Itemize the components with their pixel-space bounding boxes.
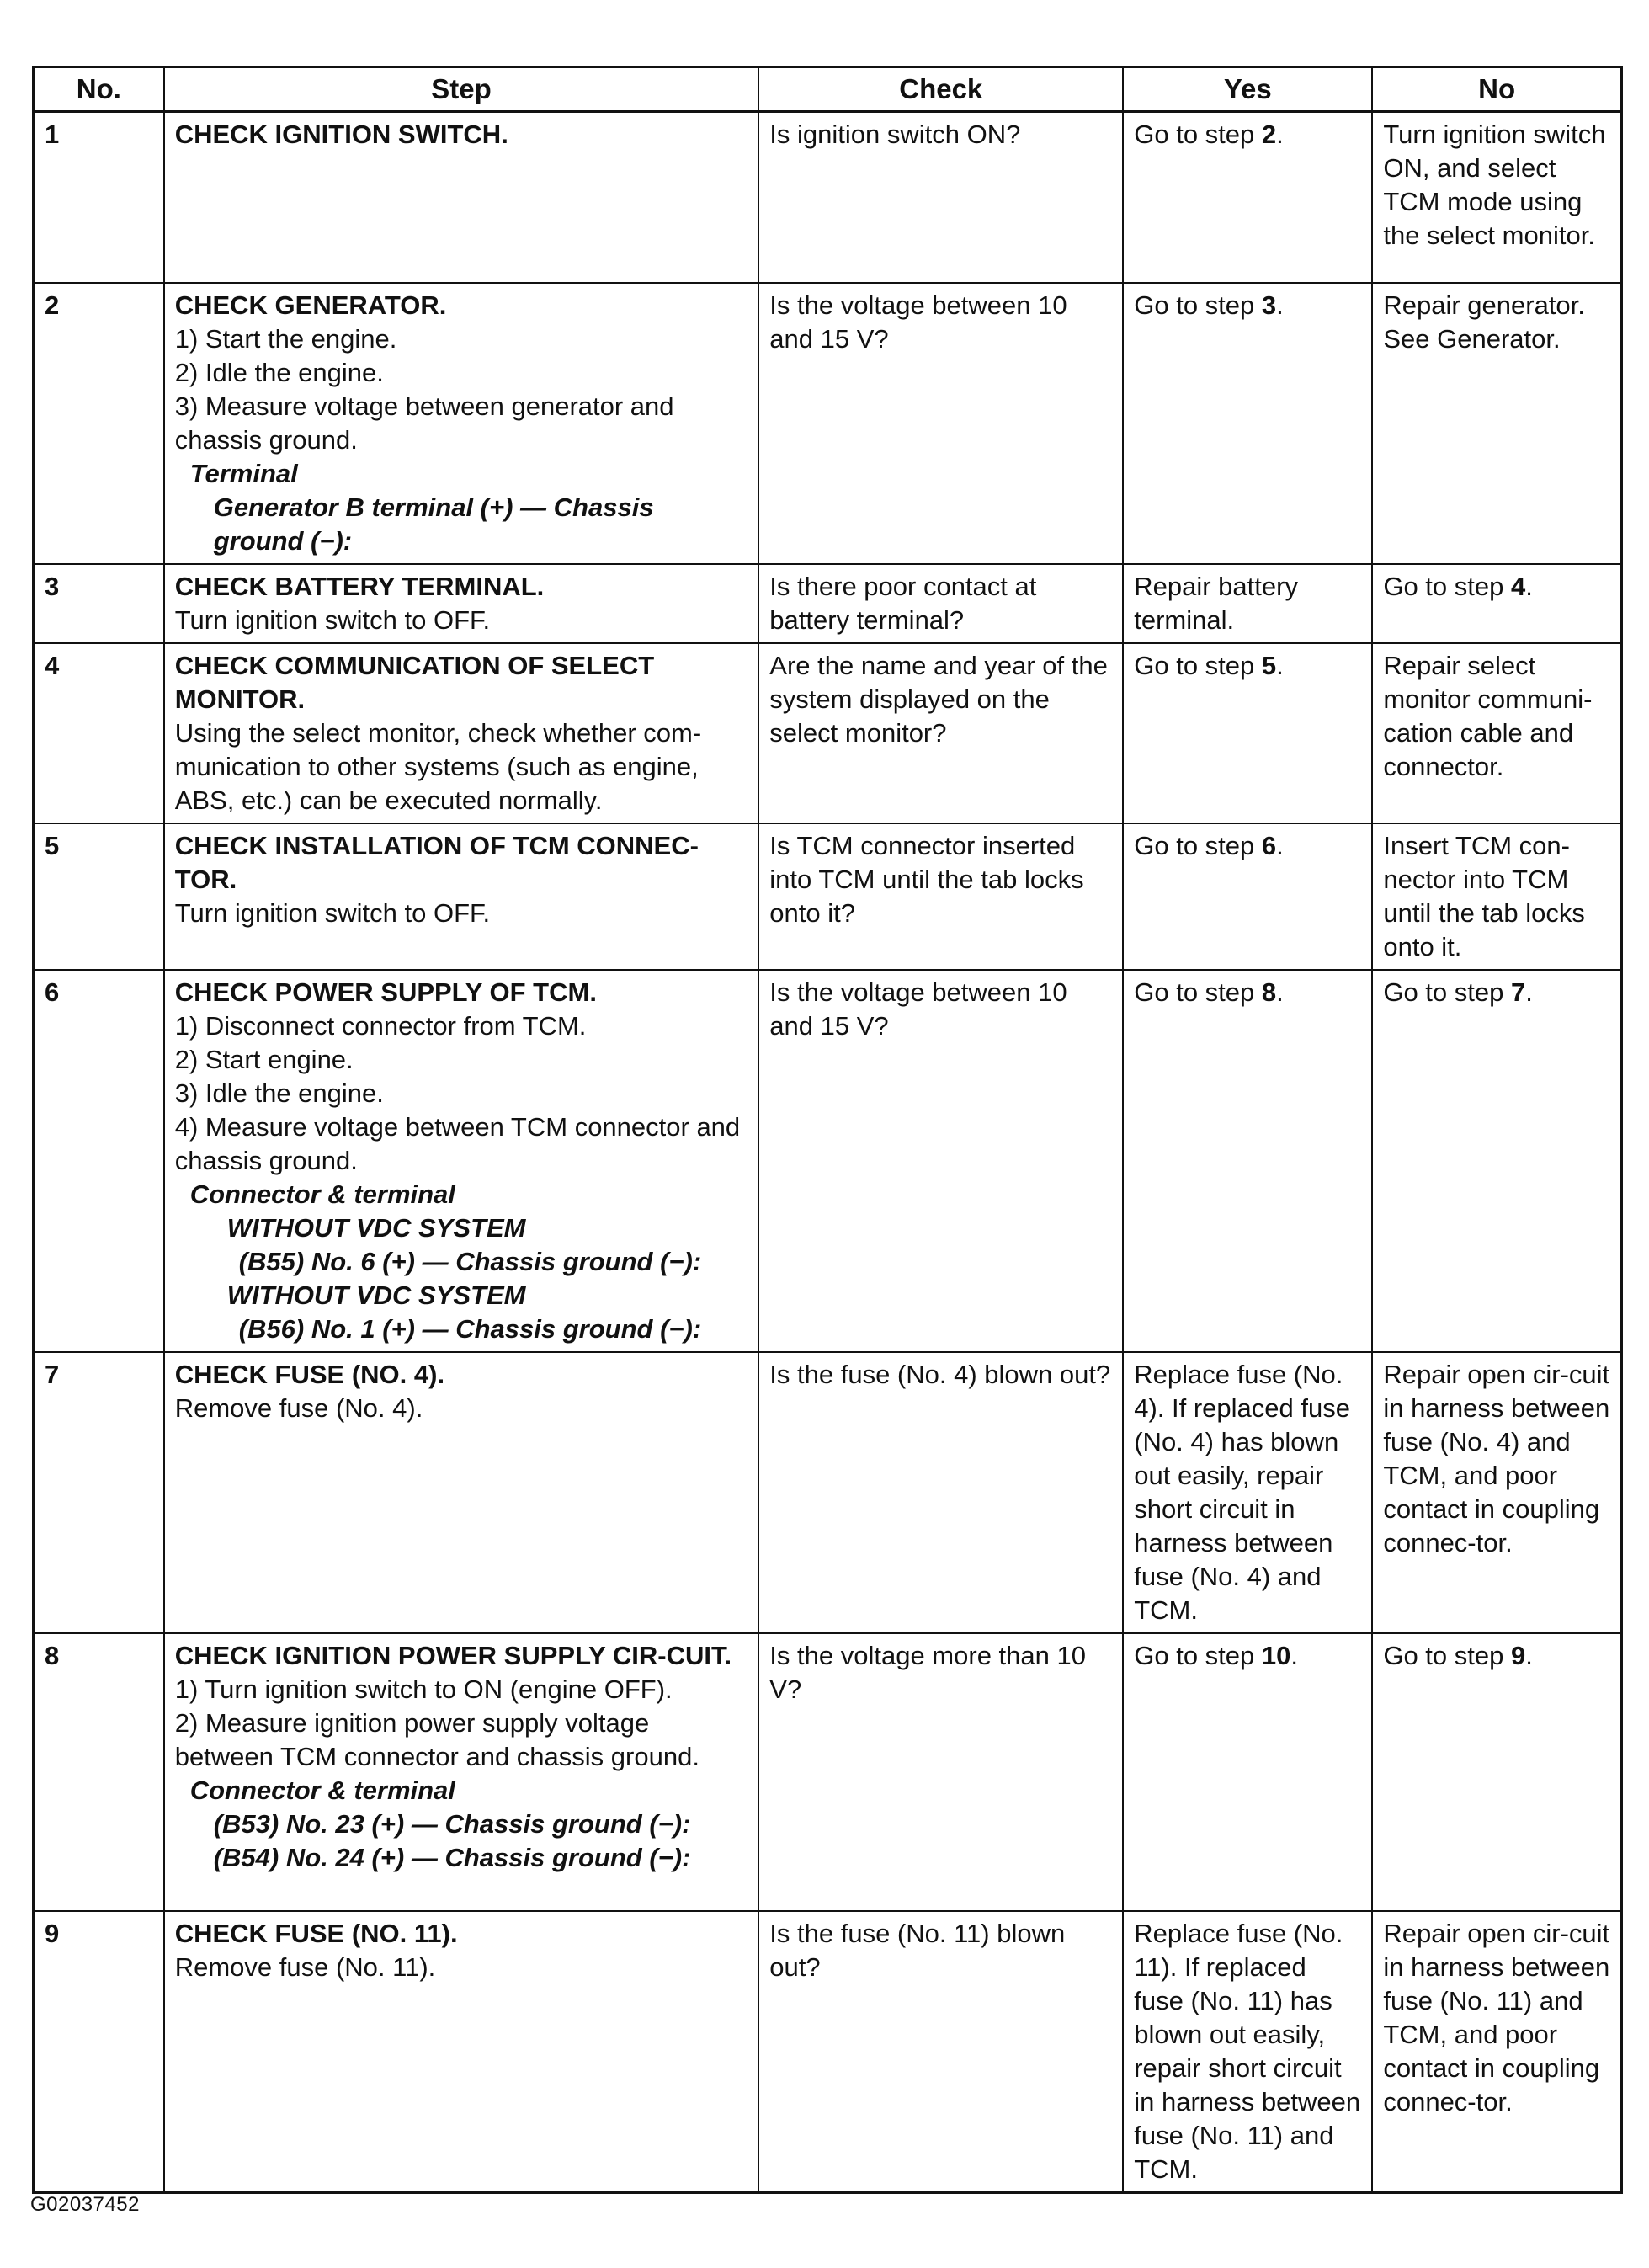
yes-cell	[1123, 1633, 1372, 1911]
step-title: CHECK IGNITION POWER SUPPLY CIR-CUIT.	[174, 1640, 732, 1670]
yes-text-end: .	[1276, 977, 1284, 1007]
row-number: 7	[34, 1352, 164, 1633]
no-cell	[1372, 1633, 1621, 1911]
yes-cell: Replace fuse (No. 11). If replaced fuse (No. 11) has blown out easily, repair short circuit in harness between fuse (No. 11) and TCM.	[1123, 1911, 1372, 2193]
yes-text: Go to step	[1134, 1640, 1262, 1670]
step-cell	[164, 823, 759, 970]
check-cell: Is the fuse (No. 11) blown out?	[758, 1911, 1123, 2193]
yes-text: Go to step	[1134, 650, 1262, 680]
terminal-spec: (B53) No. 23 (+) — Chassis ground (−):	[213, 1808, 691, 1839]
step-instruction: 1) Start the engine.	[174, 323, 397, 354]
header-no-result: No	[1372, 67, 1621, 112]
no-text: Go to step	[1383, 1640, 1511, 1670]
header-check: Check	[758, 67, 1123, 112]
step-instruction: 2) Idle the engine.	[174, 357, 384, 387]
step-title: CHECK GENERATOR.	[174, 290, 447, 320]
check-cell: Is ignition switch ON?	[758, 112, 1123, 283]
header-step: Step	[164, 67, 759, 112]
yes-text: Go to step	[1134, 290, 1262, 320]
step-instruction: 2) Start engine.	[174, 1044, 354, 1074]
step-cell	[164, 643, 759, 823]
no-cell	[1372, 564, 1621, 643]
check-cell: Is the voltage between 10 and 15 V?	[758, 970, 1123, 1352]
terminal-spec: (B56) No. 1 (+) — Chassis ground (−):	[238, 1313, 702, 1344]
no-cell: Repair select monitor communi-cation cable and connector.	[1372, 643, 1621, 823]
no-text-end: .	[1525, 1640, 1533, 1670]
yes-step-ref: 2	[1261, 120, 1277, 149]
row-number: 1	[34, 112, 164, 283]
step-cell	[164, 112, 759, 283]
step-instruction: 1) Disconnect connector from TCM.	[174, 1010, 587, 1041]
yes-step-ref: 5	[1261, 650, 1277, 680]
yes-text-end: .	[1276, 290, 1284, 320]
table-row	[34, 564, 1622, 643]
table-row	[34, 823, 1622, 970]
step-title: CHECK FUSE (NO. 4).	[174, 1359, 445, 1389]
table-header-row	[34, 67, 1622, 112]
table-row	[34, 112, 1622, 283]
yes-step-ref: 3	[1261, 290, 1277, 320]
step-cell	[164, 1352, 759, 1633]
table-row	[34, 1352, 1622, 1633]
yes-cell	[1123, 283, 1372, 564]
no-text: Go to step	[1383, 977, 1511, 1007]
step-cell	[164, 970, 759, 1352]
step-instruction: 2) Measure ignition power supply voltage between TCM connector and chassis ground.	[174, 1707, 699, 1771]
check-cell: Is the voltage between 10 and 15 V?	[758, 283, 1123, 564]
yes-step-ref: 10	[1261, 1640, 1291, 1670]
terminal-spec: Generator B terminal (+) — Chassis ground (−):	[213, 492, 654, 556]
step-instruction: Remove fuse (No. 4).	[174, 1392, 423, 1423]
terminal-spec: (B54) No. 24 (+) — Chassis ground (−):	[213, 1842, 691, 1872]
header-yes: Yes	[1123, 67, 1372, 112]
check-cell: Is the voltage more than 10 V?	[758, 1633, 1123, 1911]
yes-text-end: .	[1276, 830, 1284, 860]
terminal-spec: (B55) No. 6 (+) — Chassis ground (−):	[238, 1246, 702, 1276]
yes-cell	[1123, 823, 1372, 970]
header-no: No.	[34, 67, 164, 112]
step-title: CHECK COMMUNICATION OF SELECT MONITOR.	[174, 650, 655, 714]
table-row	[34, 283, 1622, 564]
yes-text-end: .	[1290, 1640, 1298, 1670]
step-title: CHECK FUSE (NO. 11).	[174, 1918, 458, 1948]
yes-cell: Replace fuse (No. 4). If replaced fuse (No. 4) has blown out easily, repair short circuit in harness between fuse (No. 4) and TCM.	[1123, 1352, 1372, 1633]
no-cell	[1372, 970, 1621, 1352]
step-instruction: Turn ignition switch to OFF.	[174, 897, 491, 928]
step-cell	[164, 283, 759, 564]
table-row	[34, 1633, 1622, 1911]
check-cell: Is the fuse (No. 4) blown out?	[758, 1352, 1123, 1633]
yes-step-ref: 6	[1261, 830, 1277, 860]
no-step-ref: 7	[1510, 977, 1526, 1007]
no-step-ref: 4	[1510, 571, 1526, 601]
row-number: 6	[34, 970, 164, 1352]
diagnostic-table	[32, 66, 1623, 2194]
no-cell: Repair open cir-cuit in harness between fuse (No. 4) and TCM, and poor contact in coupling connec-tor.	[1372, 1352, 1621, 1633]
step-title: CHECK BATTERY TERMINAL.	[174, 571, 545, 601]
step-instruction: 4) Measure voltage between TCM connector and chassis ground.	[174, 1111, 741, 1175]
yes-step-ref: 8	[1261, 977, 1277, 1007]
table-row	[34, 970, 1622, 1352]
system-variant: WITHOUT VDC SYSTEM	[226, 1212, 526, 1243]
row-number: 8	[34, 1633, 164, 1911]
yes-text-end: .	[1276, 650, 1284, 680]
terminal-label: Connector & terminal	[189, 1775, 455, 1805]
yes-cell	[1123, 970, 1372, 1352]
no-cell: Repair generator. See Generator.	[1372, 283, 1621, 564]
step-title: CHECK IGNITION SWITCH.	[174, 120, 508, 149]
row-number: 5	[34, 823, 164, 970]
check-cell: Are the name and year of the system displayed on the select monitor?	[758, 643, 1123, 823]
row-number: 3	[34, 564, 164, 643]
terminal-label: Terminal	[189, 458, 298, 488]
yes-text: Go to step	[1134, 830, 1262, 860]
table-row	[34, 1911, 1622, 2193]
yes-text: Go to step	[1134, 977, 1262, 1007]
row-number: 9	[34, 1911, 164, 2193]
yes-cell	[1123, 643, 1372, 823]
row-number: 4	[34, 643, 164, 823]
step-title: CHECK POWER SUPPLY OF TCM.	[174, 977, 597, 1007]
step-cell	[164, 564, 759, 643]
step-title: CHECK INSTALLATION OF TCM CONNEC-TOR.	[174, 830, 699, 894]
yes-cell	[1123, 112, 1372, 283]
yes-cell: Repair battery terminal.	[1123, 564, 1372, 643]
no-cell: Turn ignition switch ON, and select TCM mode using the select monitor.	[1372, 112, 1621, 283]
step-instruction: Turn ignition switch to OFF.	[174, 604, 491, 635]
row-number: 2	[34, 283, 164, 564]
no-text-end: .	[1525, 571, 1533, 601]
check-cell: Is TCM connector inserted into TCM until the tab locks onto it?	[758, 823, 1123, 970]
terminal-label: Connector & terminal	[189, 1179, 455, 1209]
check-cell: Is there poor contact at battery terminal?	[758, 564, 1123, 643]
step-instruction: Remove fuse (No. 11).	[174, 1951, 436, 1982]
yes-text-end: .	[1276, 120, 1284, 149]
step-instruction: Using the select monitor, check whether com-munication to other systems (such as engine, ABS, etc.) can be executed normally.	[174, 717, 702, 815]
system-variant: WITHOUT VDC SYSTEM	[226, 1280, 526, 1310]
step-instruction: 3) Idle the engine.	[174, 1078, 384, 1108]
no-step-ref: 9	[1510, 1640, 1526, 1670]
table-row	[34, 643, 1622, 823]
step-cell	[164, 1911, 759, 2193]
step-instruction: 3) Measure voltage between generator and chassis ground.	[174, 391, 674, 455]
figure-id: G02037452	[30, 2193, 140, 2216]
no-cell: Repair open cir-cuit in harness between fuse (No. 11) and TCM, and poor contact in coupling connec-tor.	[1372, 1911, 1621, 2193]
step-instruction: 1) Turn ignition switch to ON (engine OFF).	[174, 1674, 673, 1704]
no-text: Go to step	[1383, 571, 1511, 601]
step-cell	[164, 1633, 759, 1911]
no-cell: Insert TCM con-nector into TCM until the tab locks onto it.	[1372, 823, 1621, 970]
no-text-end: .	[1525, 977, 1533, 1007]
yes-text: Go to step	[1134, 120, 1262, 149]
